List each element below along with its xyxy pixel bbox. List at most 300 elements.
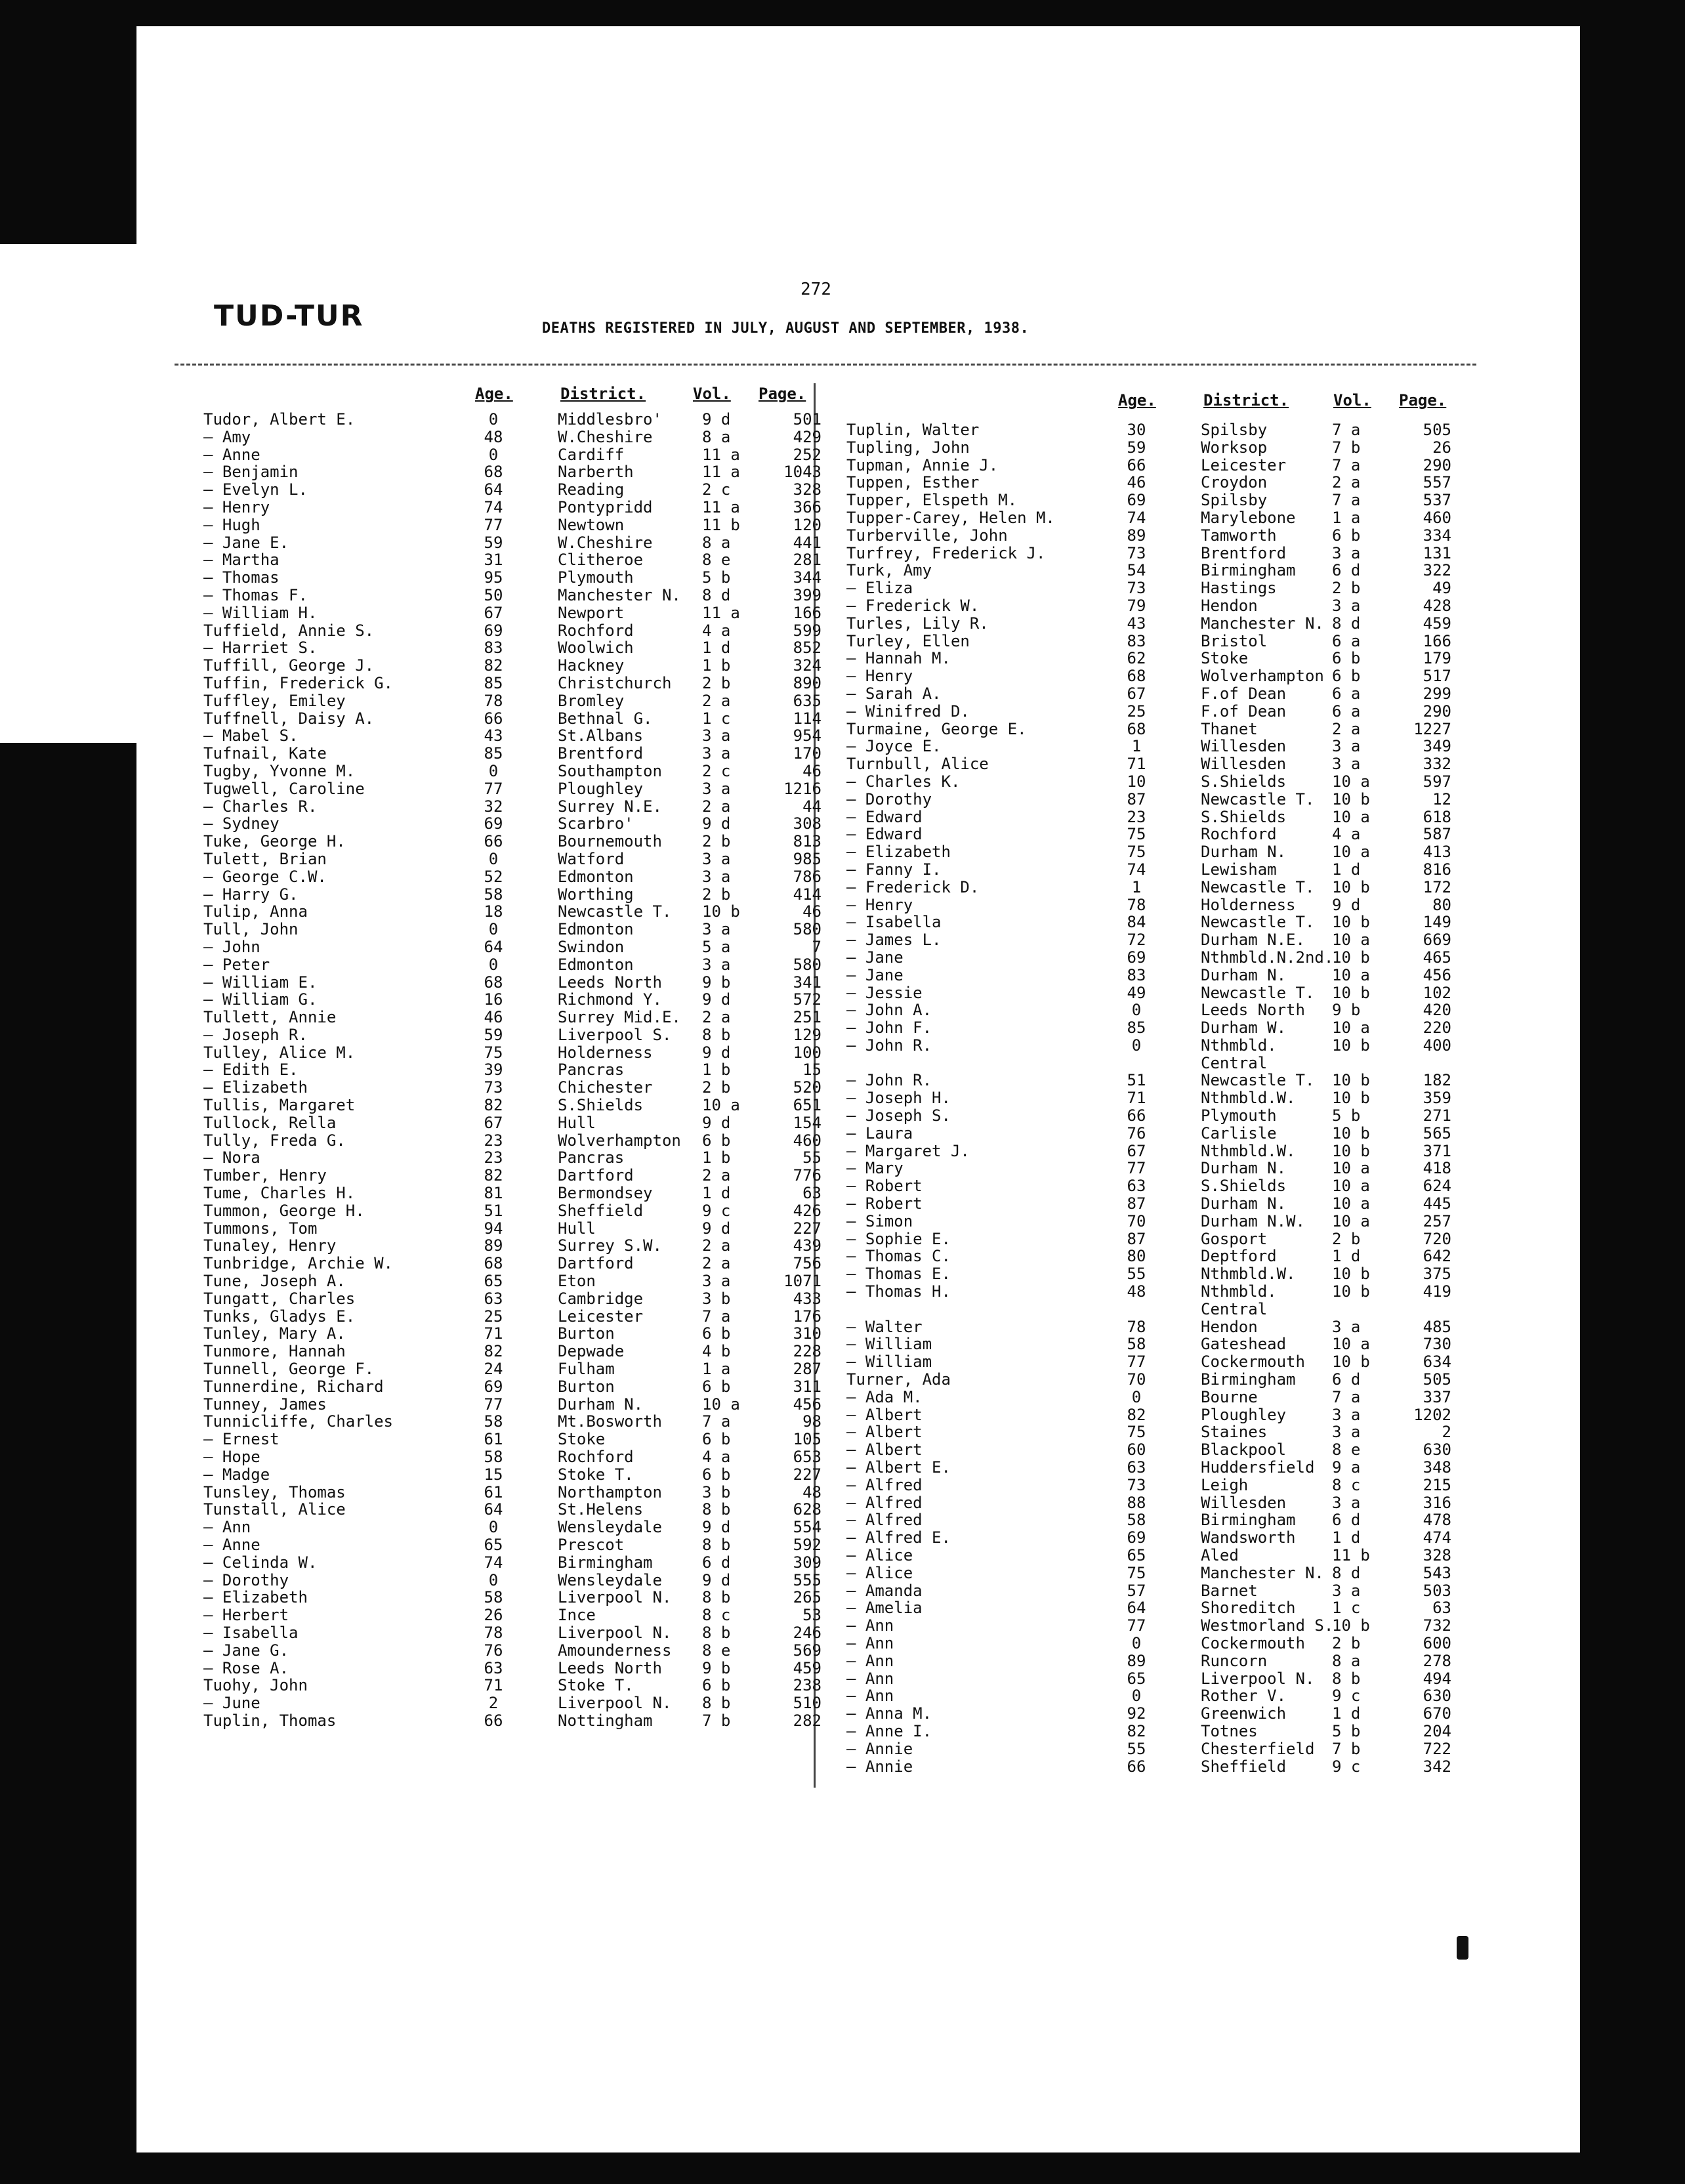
entry-name: — Anna M.: [846, 1704, 932, 1723]
entry-name: — Henry: [846, 895, 913, 914]
entry-district: S.Shields: [1201, 807, 1287, 826]
entry-page: 290: [1423, 702, 1451, 721]
entry-name: — Winifred D.: [846, 702, 970, 721]
entry-page: 510: [793, 1694, 822, 1713]
entry-page: 328: [793, 480, 822, 499]
entry-age: 0: [488, 849, 499, 868]
entry-district: Birmingham: [1201, 1511, 1296, 1530]
entry-vol: 8 d: [1332, 614, 1361, 633]
entry-name: Turley, Ellen: [846, 631, 970, 650]
entry-vol: 6 b: [702, 1465, 731, 1484]
entry-page: 503: [1423, 1581, 1451, 1600]
entry-vol: 7 b: [1332, 438, 1361, 457]
entry-page: 501: [793, 410, 822, 429]
entry-district: Plymouth: [1201, 1106, 1277, 1125]
entry-age: 65: [484, 1272, 503, 1291]
entry-name: — John R.: [846, 1036, 932, 1055]
entry-vol: 6 d: [1332, 1370, 1361, 1389]
entry-district: Bournemouth: [558, 832, 662, 851]
entry-vol: 9 d: [702, 410, 731, 429]
entry-name: — Hugh: [203, 515, 260, 534]
entry-page: 166: [793, 603, 822, 622]
entry-vol: 1 a: [1332, 508, 1361, 527]
entry-vol: 8 c: [1332, 1475, 1361, 1494]
entry-page: 220: [1423, 1018, 1451, 1038]
entry-vol: 6 d: [702, 1553, 731, 1572]
entry-district: Bristol: [1201, 631, 1268, 650]
entry-name: Tullock, Rella: [203, 1113, 337, 1132]
entry-name: — Anne I.: [846, 1721, 932, 1740]
entry-page: 624: [1423, 1177, 1451, 1196]
entry-vol: 10 a: [1332, 1177, 1370, 1196]
entry-vol: 10 a: [1332, 807, 1370, 826]
header-vol: Vol.: [693, 385, 731, 403]
entry-vol: 3 a: [1332, 1581, 1361, 1600]
entry-vol: 2 c: [702, 761, 731, 780]
entry-name: Tullett, Annie: [203, 1008, 337, 1027]
entry-age: 87: [1127, 789, 1146, 808]
entry-page: 7: [812, 937, 822, 956]
entry-vol: 1 d: [702, 639, 731, 658]
entry-page: 565: [1423, 1124, 1451, 1143]
entry-vol: 6 d: [1332, 561, 1361, 580]
entry-age: 61: [484, 1482, 503, 1502]
entry-district: Birmingham: [1201, 561, 1296, 580]
entry-district: Stoke: [558, 1430, 606, 1449]
entry-district: Sheffield: [558, 1201, 644, 1220]
entry-name: Tufnail, Kate: [203, 744, 327, 763]
entry-age: 77: [1127, 1616, 1146, 1635]
entry-vol: 11 a: [702, 445, 740, 464]
entry-name: — Robert: [846, 1194, 923, 1213]
entry-vol: 1 a: [702, 1360, 731, 1379]
entry-district: Durham N.W.: [1201, 1211, 1305, 1230]
entry-age: 73: [484, 1078, 503, 1097]
entry-name: — Isabella: [846, 913, 942, 932]
entry-vol: 3 a: [1332, 543, 1361, 562]
entry-vol: 9 c: [702, 1201, 731, 1220]
page-number: 272: [801, 280, 831, 299]
entry-age: 95: [484, 568, 503, 587]
entry-name: — Sarah A.: [846, 684, 942, 703]
entry-vol: 10 b: [1332, 913, 1370, 932]
entry-age: 68: [484, 1254, 503, 1273]
entry-name: — Henry: [846, 667, 913, 686]
entry-name: — Ann: [846, 1687, 894, 1706]
entry-age: 23: [1127, 807, 1146, 826]
entry-vol: 8 d: [1332, 1563, 1361, 1582]
entry-name: Tuppen, Esther: [846, 473, 980, 492]
entry-age: 63: [1127, 1177, 1146, 1196]
entry-district: Dartford: [558, 1166, 634, 1185]
entry-page: 252: [793, 445, 822, 464]
entry-district: W.Cheshire: [558, 533, 653, 552]
entry-district: Staines: [1201, 1423, 1268, 1442]
entry-name: — James L.: [846, 931, 942, 950]
entry-district: Birmingham: [558, 1553, 653, 1572]
entry-vol: 10 b: [1332, 1089, 1370, 1108]
entry-age: 83: [1127, 631, 1146, 650]
entry-page: 592: [793, 1536, 822, 1554]
entry-age: 73: [1127, 543, 1146, 562]
entry-name: Tuke, George H.: [203, 832, 346, 851]
entry-district: Swindon: [558, 937, 625, 956]
entry-age: 77: [484, 1395, 503, 1414]
entry-page: 445: [1423, 1194, 1451, 1213]
entry-district: Edmonton: [558, 920, 634, 939]
entry-vol: 3 b: [702, 1289, 731, 1308]
entry-name: — Ann: [846, 1651, 894, 1670]
entry-vol: 3 a: [1332, 737, 1361, 756]
entry-page: 459: [1423, 614, 1451, 633]
entry-district: Stoke T.: [558, 1465, 634, 1484]
entry-vol: 4 a: [702, 621, 731, 640]
entry-age: 2: [488, 1694, 499, 1713]
entry-district: Greenwich: [1201, 1704, 1287, 1723]
entry-age: 67: [484, 1113, 503, 1132]
entry-name: — Peter: [203, 955, 270, 974]
entry-page: 618: [1423, 807, 1451, 826]
entry-district: Northampton: [558, 1482, 662, 1502]
entry-vol: 1 b: [702, 1148, 731, 1167]
entry-vol: 1 c: [1332, 1599, 1361, 1618]
entry-age: 58: [484, 1412, 503, 1431]
entry-name: — Herbert: [203, 1606, 289, 1625]
entry-district: Pancras: [558, 1148, 625, 1167]
entry-page: 349: [1423, 737, 1451, 756]
entry-page: 669: [1423, 931, 1451, 950]
entry-name: — Elizabeth: [203, 1078, 308, 1097]
entry-page: 557: [1423, 473, 1451, 492]
entry-page: 555: [793, 1570, 822, 1589]
entry-district: Ince: [558, 1606, 596, 1625]
entry-page: 456: [793, 1395, 822, 1414]
entry-district: Leeds North: [1201, 1001, 1305, 1020]
entry-district: Newcastle T.: [1201, 789, 1315, 808]
entry-age: 82: [484, 1342, 503, 1361]
entry-district: Chichester: [558, 1078, 653, 1097]
entry-age: 81: [484, 1184, 503, 1203]
entry-name: Tuohy, John: [203, 1676, 308, 1695]
entry-age: 61: [484, 1430, 503, 1449]
entry-district: Reading: [558, 480, 625, 499]
entry-vol: 10 a: [702, 1395, 740, 1414]
entry-page: 1216: [783, 779, 822, 798]
entry-district: Newcastle T.: [1201, 913, 1315, 932]
entry-vol: 10 b: [1332, 948, 1370, 967]
entry-vol: 2 a: [702, 1008, 731, 1027]
entry-name: — John: [203, 937, 260, 956]
entry-vol: 6 a: [1332, 684, 1361, 703]
entry-name: — Jessie: [846, 983, 923, 1002]
entry-age: 77: [484, 515, 503, 534]
entry-name: — Mabel S.: [203, 726, 299, 746]
entry-district: Runcorn: [1201, 1651, 1268, 1670]
entry-page: 316: [1423, 1493, 1451, 1512]
entry-name: — Ann: [846, 1616, 894, 1635]
entry-name: Tunks, Gladys E.: [203, 1307, 356, 1326]
entry-page: 176: [793, 1307, 822, 1326]
entry-vol: 9 d: [702, 1113, 731, 1132]
entry-name: — Joyce E.: [846, 737, 942, 756]
entry-page: 63: [802, 1184, 822, 1203]
entry-district: Durham N.: [1201, 1194, 1287, 1213]
entry-vol: 7 b: [702, 1711, 731, 1730]
entry-vol: 9 a: [1332, 1458, 1361, 1477]
entry-page: 131: [1423, 543, 1451, 562]
entry-vol: 2 a: [702, 1236, 731, 1255]
entry-vol: 8 b: [702, 1500, 731, 1519]
entry-age: 1: [1131, 877, 1142, 896]
entry-page: 572: [793, 990, 822, 1009]
entry-page: 456: [1423, 965, 1451, 984]
entry-vol: 2 a: [702, 1166, 731, 1185]
entry-page: 371: [1423, 1141, 1451, 1160]
entry-district: Blackpool: [1201, 1440, 1287, 1460]
entry-district: Worthing: [558, 885, 634, 904]
entry-district: Nthmbld.: [1201, 1282, 1277, 1301]
entry-name: Tunney, James: [203, 1395, 327, 1414]
entry-page: 282: [793, 1711, 822, 1730]
entry-vol: 10 a: [1332, 843, 1370, 862]
entry-district: Birmingham: [1201, 1370, 1296, 1389]
entry-vol: 2 b: [702, 832, 731, 851]
entry-page: 485: [1423, 1317, 1451, 1336]
entry-page: 55: [802, 1148, 822, 1167]
entry-vol: 1 d: [1332, 1247, 1361, 1266]
entry-district: Prescot: [558, 1536, 625, 1554]
entry-vol: 8 b: [702, 1588, 731, 1607]
header-age: Age.: [475, 385, 513, 403]
entry-page: 1202: [1413, 1405, 1451, 1424]
entry-vol: 2 a: [1332, 719, 1361, 738]
entry-name: — Alfred: [846, 1493, 923, 1512]
entry-page: 670: [1423, 1704, 1451, 1723]
entry-age: 1: [1131, 737, 1142, 756]
entry-age: 0: [488, 1518, 499, 1537]
entry-district: Holderness: [1201, 895, 1296, 914]
entry-district: Leeds North: [558, 1658, 662, 1677]
entry-name: Turnbull, Alice: [846, 755, 989, 774]
entry-name: Tulip, Anna: [203, 902, 308, 921]
entry-vol: 3 a: [702, 867, 731, 886]
entry-age: 64: [484, 937, 503, 956]
entry-name: — Rose A.: [203, 1658, 289, 1677]
entry-district: Manchester N.: [1201, 1563, 1324, 1582]
entry-vol: 9 d: [702, 814, 731, 833]
entry-name: — Isabella: [203, 1623, 299, 1642]
entry-name: — Ann: [846, 1633, 894, 1652]
entry-name: Tupper-Carey, Helen M.: [846, 508, 1055, 527]
entry-vol: 3 a: [1332, 1405, 1361, 1424]
entry-name: — Alfred: [846, 1475, 923, 1494]
entry-age: 85: [1127, 1018, 1146, 1038]
entry-district: Bourne: [1201, 1387, 1258, 1406]
entry-age: 25: [484, 1307, 503, 1326]
entry-age: 65: [484, 1536, 503, 1554]
entry-vol: 10 b: [702, 902, 740, 921]
entry-district: Thanet: [1201, 719, 1258, 738]
entry-page: 63: [1432, 1599, 1451, 1618]
entry-district: Rochford: [558, 1448, 634, 1467]
entry-district: Ploughley: [558, 779, 644, 798]
entry-page: 635: [793, 691, 822, 710]
entry-district: Bethnal G.: [558, 709, 653, 728]
entry-district: St.Helens: [558, 1500, 644, 1519]
entry-name: Tunnerdine, Richard: [203, 1377, 384, 1396]
entry-vol: 3 a: [702, 726, 731, 746]
entry-vol: 7 a: [702, 1307, 731, 1326]
entry-vol: 6 d: [1332, 1511, 1361, 1530]
entry-vol: 2 a: [702, 1254, 731, 1273]
entry-name: — Edith E.: [203, 1060, 299, 1080]
entry-page: 419: [1423, 1282, 1451, 1301]
entry-vol: 10 a: [1332, 1335, 1370, 1354]
entry-age: 46: [1127, 473, 1146, 492]
entry-page: 439: [793, 1236, 822, 1255]
entry-age: 15: [484, 1465, 503, 1484]
entry-age: 71: [484, 1676, 503, 1695]
entry-age: 68: [484, 463, 503, 482]
entry-page: 257: [1423, 1211, 1451, 1230]
entry-age: 0: [1131, 1036, 1142, 1055]
entry-vol: 5 b: [702, 568, 731, 587]
entry-age: 82: [484, 656, 503, 675]
entry-age: 52: [484, 867, 503, 886]
entry-page: 580: [793, 955, 822, 974]
entry-district: F.of Dean: [1201, 702, 1287, 721]
entry-name: — Alice: [846, 1546, 913, 1564]
entry-name: Turles, Lily R.: [846, 614, 989, 633]
entry-page: 537: [1423, 491, 1451, 510]
entry-vol: 6 b: [702, 1676, 731, 1695]
entry-district: Totnes: [1201, 1721, 1258, 1740]
entry-vol: 9 c: [1332, 1757, 1361, 1776]
entry-name: Turmaine, George E.: [846, 719, 1027, 738]
entry-age: 0: [1131, 1687, 1142, 1706]
entry-age: 30: [1127, 421, 1146, 439]
entry-age: 69: [1127, 948, 1146, 967]
entry-age: 79: [1127, 596, 1146, 615]
entry-name: — William E.: [203, 973, 318, 992]
header-page: Page.: [759, 385, 806, 403]
entry-name: — John A.: [846, 1001, 932, 1020]
entry-page: 179: [1423, 649, 1451, 668]
entry-district: Wolverhampton: [558, 1131, 681, 1150]
entry-vol: 9 b: [1332, 1001, 1361, 1020]
entry-district: S.Shields: [1201, 772, 1287, 791]
entry-age: 69: [1127, 491, 1146, 510]
entry-page: 465: [1423, 948, 1451, 967]
entry-page: 722: [1423, 1739, 1451, 1758]
entry-name: Tunbridge, Archie W.: [203, 1254, 393, 1273]
entry-vol: 3 a: [702, 744, 731, 763]
entry-age: 68: [484, 973, 503, 992]
entry-name: Tuplin, Thomas: [203, 1711, 337, 1730]
entry-name: — Robert: [846, 1177, 923, 1196]
entry-name: Turfrey, Frederick J.: [846, 543, 1046, 562]
entry-page: 80: [1432, 895, 1451, 914]
entry-page: 341: [793, 973, 822, 992]
entry-district: Willesden: [1201, 755, 1287, 774]
entry-age: 55: [1127, 1739, 1146, 1758]
entry-vol: 4 b: [702, 1342, 731, 1361]
entry-district: Liverpool S.: [558, 1025, 672, 1044]
entry-vol: 8 b: [1332, 1669, 1361, 1688]
entry-page: 342: [1423, 1757, 1451, 1776]
entry-page: 265: [793, 1588, 822, 1607]
entry-page: 204: [1423, 1721, 1451, 1740]
entry-district: Durham N.: [1201, 843, 1287, 862]
entry-name: — Thomas: [203, 568, 280, 587]
entry-page: 852: [793, 639, 822, 658]
entry-age: 39: [484, 1060, 503, 1080]
entry-age: 77: [484, 779, 503, 798]
entry-name: — Dorothy: [203, 1570, 289, 1589]
entry-district: Wensleydale: [558, 1570, 662, 1589]
entry-name: — Eliza: [846, 579, 913, 598]
entry-page: 642: [1423, 1247, 1451, 1266]
entry-vol: 5 b: [1332, 1721, 1361, 1740]
entry-age: 71: [484, 1324, 503, 1343]
entry-name: — Frederick W.: [846, 596, 980, 615]
entry-district: Burton: [558, 1324, 615, 1343]
entry-page: 44: [802, 797, 822, 816]
entry-district: Manchester N.: [558, 585, 681, 604]
entry-age: 69: [484, 1377, 503, 1396]
entry-vol: 3 a: [702, 920, 731, 939]
entry-district: Rochford: [558, 621, 634, 640]
entry-page: 1043: [783, 463, 822, 482]
entry-age: 89: [1127, 526, 1146, 545]
entry-page: 102: [1423, 983, 1451, 1002]
entry-page: 478: [1423, 1511, 1451, 1530]
entry-age: 67: [484, 603, 503, 622]
entry-vol: 7 a: [1332, 455, 1361, 474]
entry-name: — William: [846, 1335, 932, 1354]
entry-vol: 9 c: [1332, 1687, 1361, 1706]
entry-age: 66: [484, 709, 503, 728]
entry-vol: 8 b: [702, 1694, 731, 1713]
entry-vol: 6 b: [1332, 649, 1361, 668]
entry-name: — Ann: [203, 1518, 251, 1537]
entry-name: — William H.: [203, 603, 318, 622]
entry-page: 12: [1432, 789, 1451, 808]
entry-age: 75: [484, 1043, 503, 1062]
entry-name: Tully, Freda G.: [203, 1131, 346, 1150]
entry-vol: 8 c: [702, 1606, 731, 1625]
entry-age: 89: [484, 1236, 503, 1255]
entry-name: — Fanny I.: [846, 860, 942, 879]
entry-district: Plymouth: [558, 568, 634, 587]
entry-age: 65: [1127, 1669, 1146, 1688]
entry-district: Pontypridd: [558, 497, 653, 516]
entry-district: Middlesbro': [558, 410, 662, 429]
entry-vol: 3 a: [702, 849, 731, 868]
entry-name: — Elizabeth: [846, 843, 951, 862]
entry-age: 88: [1127, 1493, 1146, 1512]
entry-name: — Harry G.: [203, 885, 299, 904]
entry-district: Christchurch: [558, 673, 672, 692]
entry-vol: 11 b: [1332, 1546, 1370, 1564]
page-title: DEATHS REGISTERED IN JULY, AUGUST AND SEPTEMBER, 1938.: [542, 320, 1030, 337]
entry-age: 84: [1127, 913, 1146, 932]
entry-district: S.Shields: [558, 1096, 644, 1115]
entry-vol: 3 b: [702, 1482, 731, 1502]
entry-age: 82: [484, 1096, 503, 1115]
entry-page: 634: [1423, 1353, 1451, 1372]
entry-page: 251: [793, 1008, 822, 1027]
